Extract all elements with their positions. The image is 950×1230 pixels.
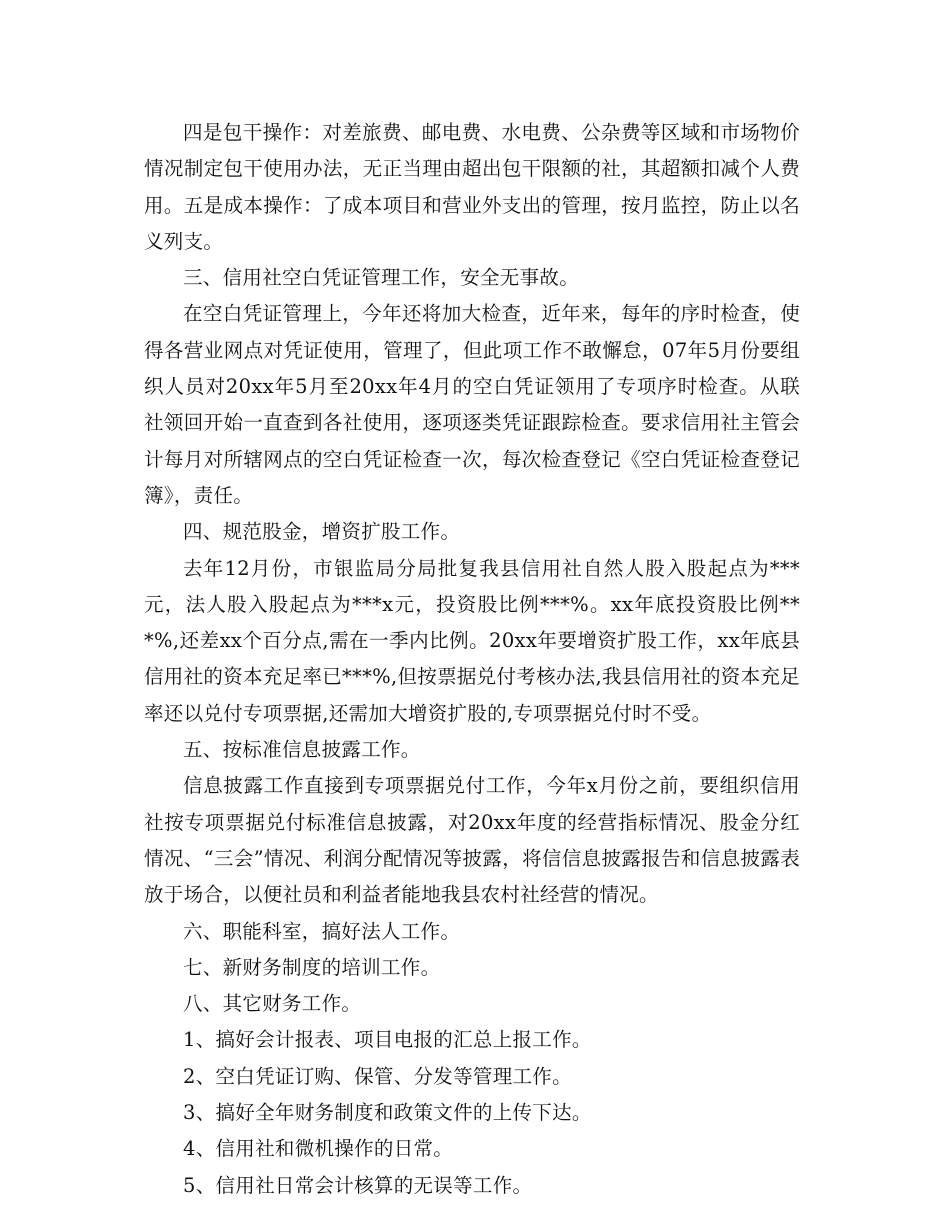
section-heading-4: 四、规范股金，增资扩股工作。	[183, 520, 461, 544]
section-heading-5: 五、按标准信息披露工作。	[183, 738, 421, 762]
paragraph-1: 四是包干操作：对差旅费、邮电费、水电费、公杂费等区域和市场物价情况制定包干使用办法，无正当理由超出包干限额的社，其超额扣减个人费用。五是成本操作：了成本项目和营业外支出的管理，按月监控，防止以名义列支。	[144, 121, 800, 253]
section-heading-8: 八、其它财务工作。	[183, 992, 362, 1016]
paragraph-4: 去年12月份，市银监局分局批复我县信用社自然人股入股起点为***元，法人股入股起点为***x元，投资股比例***%。xx年底投资股比例***%,还差xx个百分点,需在一季内比例。20xx年要增资扩股工作，xx年底县信用社的资本充足率已***%,但按票据兑付考核办法,我县信用社的资本充足率还以兑付专项票据,还需加大增资扩股的,专项票据兑付时不受。	[144, 556, 800, 725]
paragraph-3: 在空白凭证管理上，今年还将加大检查，近年来，每年的序时检查，使得各营业网点对凭证使用，管理了，但此项工作不敢懈怠，07年5月份要组织人员对20xx年5月至20xx年4月的空白凭证领用了专项序时检查。从联社领回开始一直查到各社使用，逐项逐类凭证跟踪检查。要求信用社主管会计每月对所辖网点的空白凭证检查一次，每次检查登记《空白凭证检查登记簿》，责任。	[144, 302, 800, 507]
list-item-1: 1、搞好会计报表、项目电报的汇总上报工作。	[183, 1028, 592, 1052]
section-heading-3: 三、信用社空白凭证管理工作，安全无事故。	[183, 266, 580, 290]
list-item-5: 5、信用社日常会计核算的无误等工作。	[183, 1173, 533, 1197]
section-heading-6: 六、职能科室，搞好法人工作。	[183, 919, 461, 943]
list-item-4: 4、信用社和微机操作的日常。	[183, 1137, 454, 1161]
section-heading-7: 七、新财务制度的培训工作。	[183, 955, 441, 979]
paragraph-5: 信息披露工作直接到专项票据兑付工作，今年x月份之前，要组织信用社按专项票据兑付标准信息披露，对20xx年度的经营指标情况、股金分红情况、“三会”情况、利润分配情况等披露，将信信息披露报告和信息披露表放于场合，以便社员和利益者能地我县农村社经营的情况。	[144, 774, 800, 907]
list-item-3: 3、搞好全年财务制度和政策文件的上传下达。	[183, 1101, 592, 1125]
list-item-2: 2、空白凭证订购、保管、分发等管理工作。	[183, 1064, 572, 1088]
